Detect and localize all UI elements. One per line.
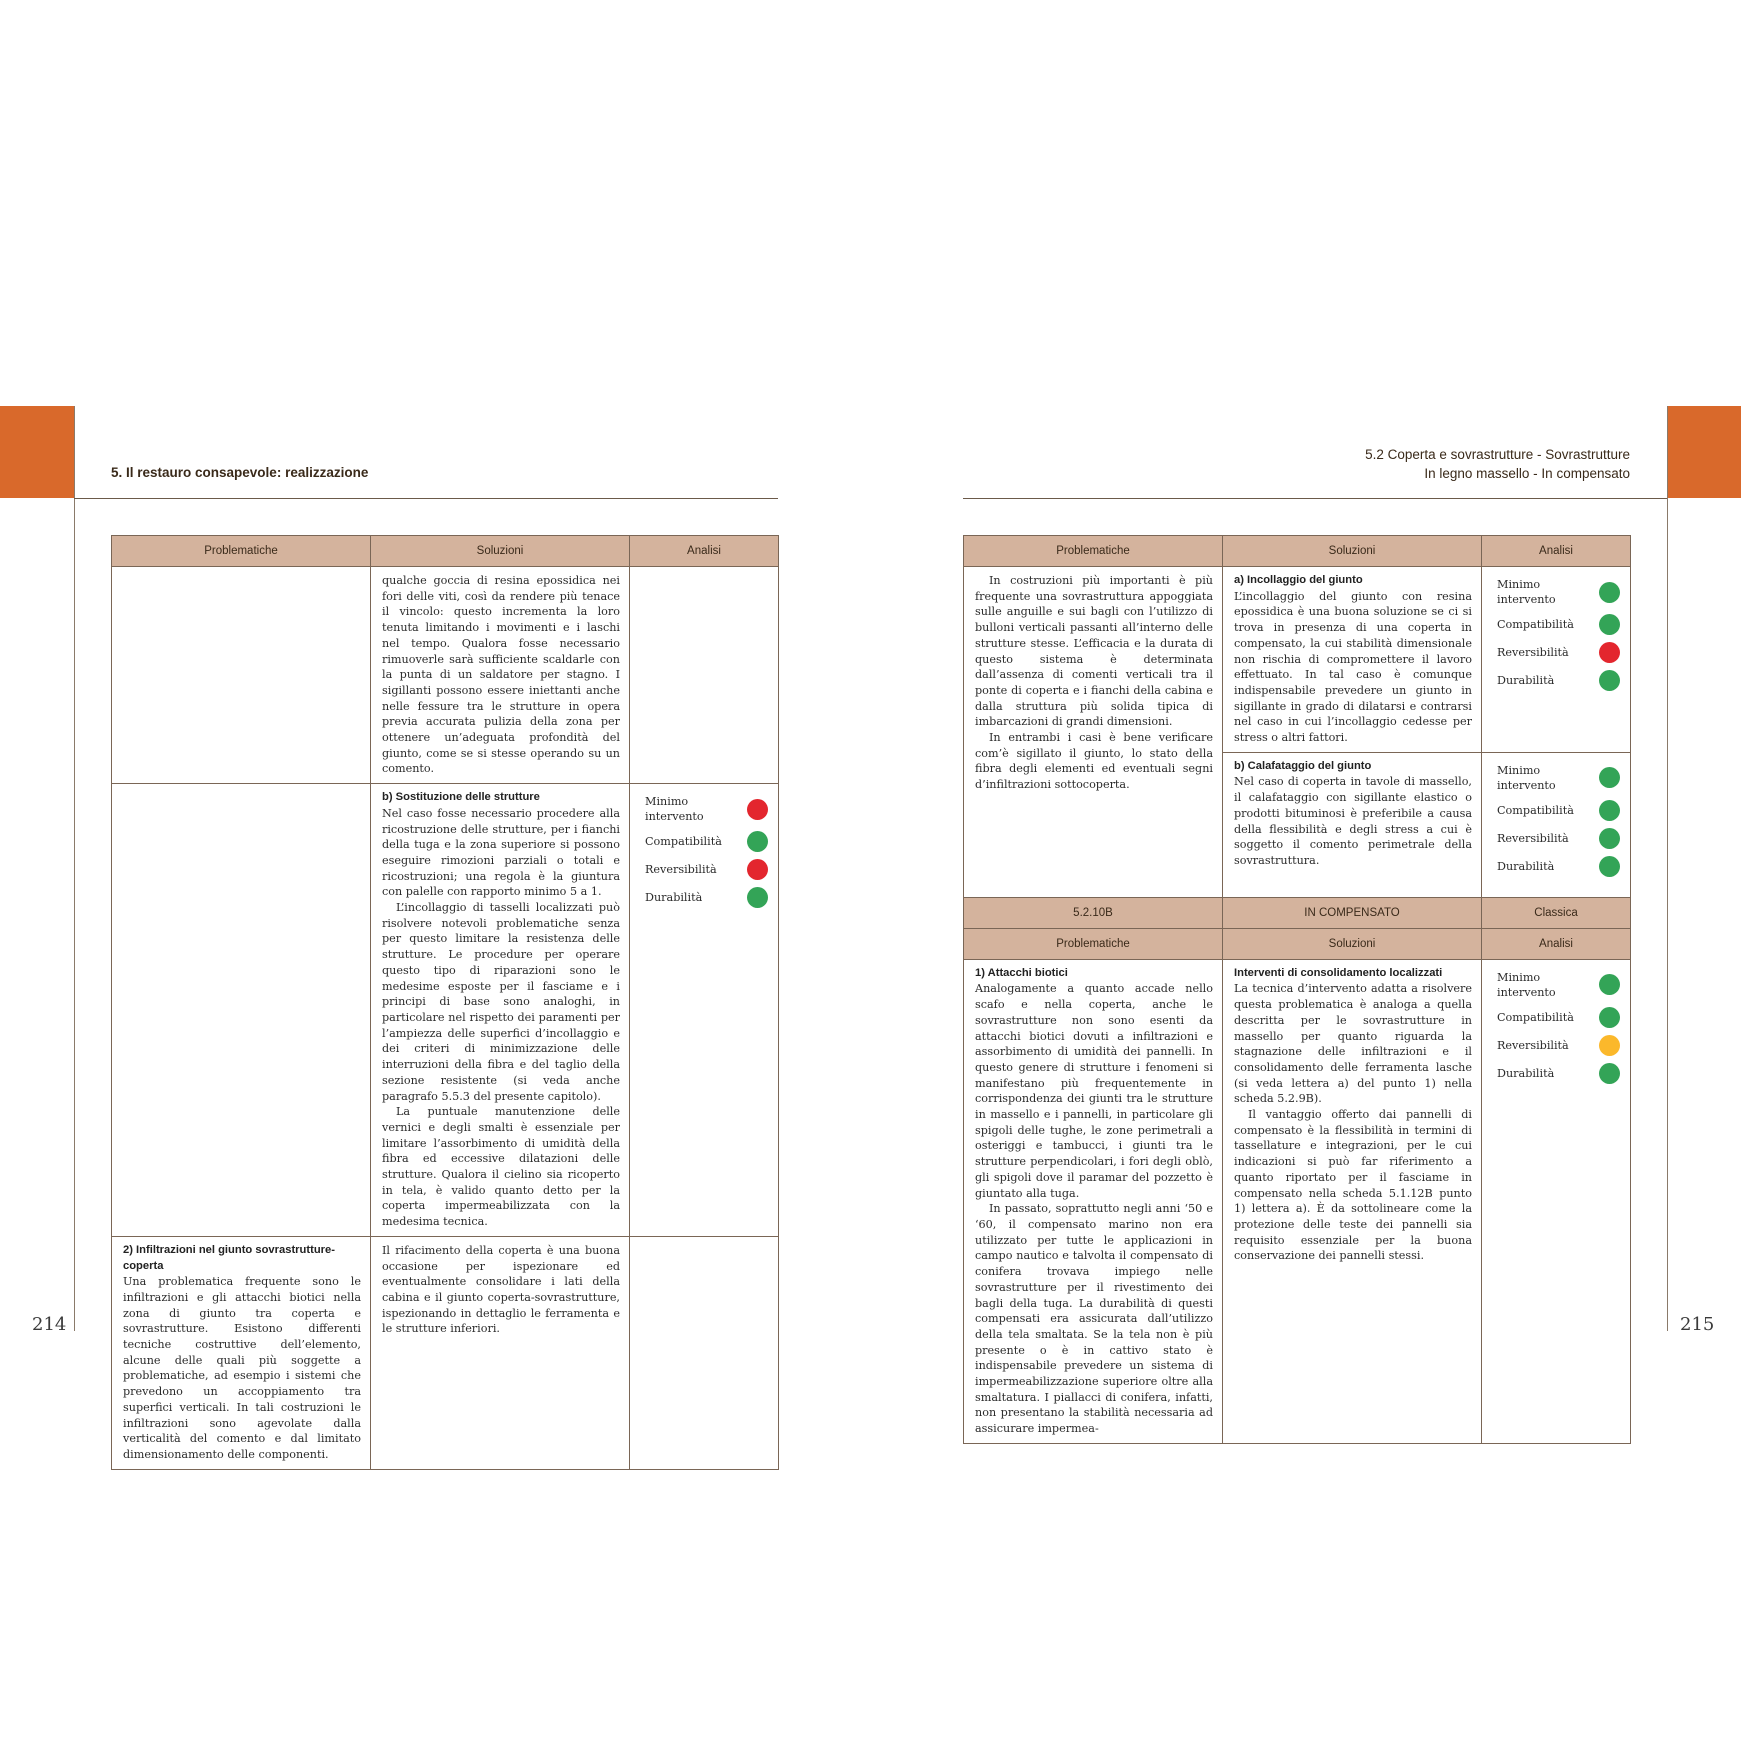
analysis-label: Compatibilità xyxy=(645,835,722,849)
problem-cell xyxy=(964,567,1223,898)
left-orange-tab xyxy=(0,406,74,498)
analysis-cell xyxy=(1482,752,1631,897)
solution-text: La tecnica d’intervento adatta a risolvere questa problematica è analoga a quella descritta per le sovrastrutture in massello per quanto riguarda la stagnazione delle infiltrazioni e il consolidamento delle ferramenta lasche (si veda lettera a) del punto 1) nella scheda 5.2.9B). xyxy=(1234,982,1472,1106)
rating-dot xyxy=(1599,828,1620,849)
analysis-label: Durabilità xyxy=(1497,674,1555,687)
solution-text: La puntuale manutenzione delle vernici e degli smalti è essenziale per limitare l’assorbimento di umidità della fibra ed eccessive dilatazioni delle strutture. Qualora il cielino sia ricoperto in tela, è valido quanto detto per la coperta impermeabilizzata con la medesima tecnica. xyxy=(382,1105,620,1229)
analysis-row xyxy=(1497,1035,1620,1056)
analysis-label: Minimo intervento xyxy=(645,795,704,824)
right-table xyxy=(963,535,1631,1444)
solution-text: qualche goccia di resina epossidica nei fori delle viti, così da rendere più tenace il vincolo: questo incrementa la loro tenuta limitando i movimenti e i laschi nel tempo. Qualora fosse necessario rimuoverle sarà sufficiente scaldarle con la punta di un saldatore per stagno. I sigillanti possono essere iniettanti anche nelle fessure tra le strutture in opera previa accurata pulizia della zona per ottenere un’adeguata profondità del giunto, come se si stesse operando su un comento. xyxy=(382,574,620,776)
analysis-row xyxy=(1497,1063,1620,1084)
empty-problem-cell xyxy=(112,567,371,784)
analysis-row xyxy=(645,887,768,908)
left-vertical-rule xyxy=(74,406,75,1331)
solution-title: a) Incollaggio del giunto xyxy=(1234,574,1363,586)
problem-cell xyxy=(112,1236,371,1469)
analysis-cell xyxy=(630,784,779,1237)
rating-dot xyxy=(1599,1035,1620,1056)
problem-text: In entrambi i casi è bene verificare com’è sigillato il giunto, lo stato della fibra degli elementi ed eventuali segni d’infiltrazioni sottocoperta. xyxy=(975,731,1213,792)
problem-text: In passato, soprattutto negli anni ‘50 e ‘60, il compensato marino non era utilizzato per tutte le applicazioni in campo nautico e talvolta il compensato di conifera trovava impiego nelle sovrastrutture per il rivestimento dei bagli della tuga. La durabilità di questi compensati era assicurata dall’utilizzo della tela smaltata. Se la tela non è più presente o è in cattivo stato è indispensabile prevedere un sistema di impermeabilizzazione superiore oltre alla smaltatura. I piallacci di conifera, infatti, non presentano la stabilità necessaria ad assicurare impermea- xyxy=(975,1202,1213,1436)
running-head-line: 5.2 Coperta e sovrastrutture - Sovrastrutture xyxy=(1365,447,1630,462)
header-solutions: Soluzioni xyxy=(371,536,630,567)
analysis-label: Compatibilità xyxy=(1497,618,1574,631)
solution-text: Nel caso di coperta in tavole di massello, il calafataggio con sigillante elastico o prodotti bituminosi è preferibile a causa della flessibilità e degli stress a cui è soggetto il comento perimetrale della sovrastruttura. xyxy=(1234,775,1472,867)
left-page-number: 214 xyxy=(32,1314,67,1335)
analysis-label: Reversibilità xyxy=(1497,646,1569,659)
header-problems: Problematiche xyxy=(112,536,371,567)
header-analysis: Analisi xyxy=(630,536,779,567)
rating-dot xyxy=(1599,974,1620,995)
solution-cell xyxy=(371,567,630,784)
solution-title: Interventi di consolidamento localizzati xyxy=(1234,966,1443,979)
analysis-label: Reversibilità xyxy=(645,863,717,877)
solution-text: Nel caso fosse necessario procedere alla ricostruzione delle strutture, per i fianchi della tuga e la zona superiore si possono eseguire rimozioni parziali o totali e ricostruzioni; una regola è la giuntura con palelle con rapporto minimo 5 a 1. xyxy=(382,806,620,899)
solution-cell xyxy=(1223,752,1482,897)
right-page-number: 215 xyxy=(1680,1314,1715,1335)
analysis-row xyxy=(1497,1007,1620,1028)
solution-title: b) Sostituzione delle strutture xyxy=(382,791,540,804)
analysis-row xyxy=(1497,800,1620,821)
rating-dot xyxy=(1599,800,1620,821)
analysis-row xyxy=(645,794,768,824)
section-class: Classica xyxy=(1482,897,1631,928)
left-table xyxy=(111,535,779,1470)
analysis-label: Compatibilità xyxy=(1497,803,1574,817)
analysis-row xyxy=(1497,856,1620,877)
header-solutions: Soluzioni xyxy=(1223,928,1482,959)
analysis-row xyxy=(1497,828,1620,849)
solution-text: Il vantaggio offerto dai pannelli di compensato è la flessibilità in termini di tassellature e integrazioni, per le cui indicazioni si può far riferimento a quanto riportato per il fasciame in compensato nella scheda 5.1.12B punto 1) lettera a). È da sottolineare come la protezione delle teste dei pannelli sia requisito essenziale per la buona conservazione dei pannelli stessi. xyxy=(1234,1108,1472,1263)
header-solutions: Soluzioni xyxy=(1223,536,1482,567)
left-header-rule xyxy=(74,498,778,499)
analysis-cell xyxy=(1482,567,1631,753)
analysis-row xyxy=(1497,763,1620,793)
solution-cell xyxy=(1223,567,1482,753)
solution-cell xyxy=(1223,959,1482,1443)
analysis-label: Minimo intervento xyxy=(1497,970,1556,999)
rating-dot xyxy=(1599,1063,1620,1084)
rating-dot xyxy=(1599,582,1620,603)
analysis-label: Minimo intervento xyxy=(1497,763,1556,792)
analysis-label: Minimo intervento xyxy=(1497,578,1556,606)
section-title: IN COMPENSATO xyxy=(1223,897,1482,928)
header-problems: Problematiche xyxy=(964,536,1223,567)
rating-dot xyxy=(1599,614,1620,635)
problem-text: Una problematica frequente sono le infiltrazioni e gli attacchi biotici nella zona di giunto tra coperta e sovrastrutture. Esistono differenti tecniche costruttive dell’elemento, alcune delle quali più soggette a problematiche, ad esempio i sistemi che prevedono un accoppiamento tra superfici verticali. In tali costruzioni le infiltrazioni sono agevolate dalla verticalità del comento e dal limitato dimensionamento delle componenti. xyxy=(123,1275,361,1461)
empty-analysis-cell xyxy=(630,1236,779,1469)
solution-text: Il rifacimento della coperta è una buona occasione per ispezionare ed eventualmente consolidare i lati della cabina e il giunto coperta-sovrastrutture, ispezionando in dettaglio le ferramenta e le strutture inferiori. xyxy=(382,1243,620,1336)
rating-dot xyxy=(1599,856,1620,877)
analysis-row xyxy=(1497,642,1620,663)
rating-dot xyxy=(747,831,768,852)
analysis-label: Compatibilità xyxy=(1497,1010,1574,1024)
problem-text: Analogamente a quanto accade nello scafo e nella coperta, anche le sovrastrutture non sono esenti da attacchi biotici dovuti a infiltrazioni e assorbimento di umidità dei pannelli. In questo genere di strutture i fenomeni si manifestano più frequentemente in corrispondenza dei giunti tra le strutture in massello e i pannelli, in particolare gli spigoli delle tughe, le zone perimetrali a osteriggi e tambucci, i giunti tra le strutture perpendicolari, i fori degli oblò, gli spigoli dove il paramar del pozzetto è giuntato alla tuga. xyxy=(975,982,1213,1200)
rating-dot xyxy=(1599,1007,1620,1028)
header-analysis: Analisi xyxy=(1482,928,1631,959)
right-header-rule xyxy=(963,498,1667,499)
rating-dot xyxy=(1599,767,1620,788)
analysis-label: Durabilità xyxy=(645,891,703,905)
analysis-row xyxy=(1497,614,1620,635)
solution-cell xyxy=(371,784,630,1237)
analysis-label: Reversibilità xyxy=(1497,1038,1569,1052)
problem-title: 1) Attacchi biotici xyxy=(975,966,1068,979)
solution-text: L’incollaggio di tasselli localizzati può risolvere notevoli problematiche senza per questo limitare la resistenza delle strutture. Le procedure per operare questo tipo di riparazioni sono le medesime esposte per il fasciame e i principi di base sono analoghi, in particolare nel rispetto dei paramenti per l’ampiezza delle superfici d’incollaggio e dei criteri di minimizzazione delle interruzioni della fibra e del taglio della sezione resistente (si veda anche paragrafo 5.5.3 del presente capitolo). xyxy=(382,901,620,1103)
rating-dot xyxy=(747,887,768,908)
analysis-row xyxy=(1497,970,1620,1000)
empty-problem-cell xyxy=(112,784,371,1237)
analysis-row xyxy=(1497,577,1620,607)
running-head-line: In legno massello - In compensato xyxy=(1424,466,1630,481)
solution-title: b) Calafataggio del giunto xyxy=(1234,759,1372,772)
analysis-label: Durabilità xyxy=(1497,1066,1555,1080)
problem-cell xyxy=(964,959,1223,1443)
analysis-label: Reversibilità xyxy=(1497,831,1569,845)
rating-dot xyxy=(747,859,768,880)
left-running-head: 5. Il restauro consapevole: realizzazione xyxy=(111,465,369,480)
header-problems: Problematiche xyxy=(964,928,1223,959)
rating-dot xyxy=(747,799,768,820)
rating-dot xyxy=(1599,642,1620,663)
analysis-cell xyxy=(1482,959,1631,1443)
right-orange-tab xyxy=(1667,406,1741,498)
right-vertical-rule xyxy=(1667,406,1668,1331)
analysis-row xyxy=(645,831,768,852)
problem-title: 2) Infiltrazioni nel giunto sovrastrutture-coperta xyxy=(123,1243,335,1272)
solution-cell xyxy=(371,1236,630,1469)
section-code: 5.2.10B xyxy=(964,897,1223,928)
right-running-head xyxy=(1365,445,1630,483)
solution-text: L’incollaggio del giunto con resina epossidica è una buona soluzione se ci si trova in presenza di una coperta in compensato, la cui stabilità dimensionale non rischia di compromettere il lavoro effettuato. In tal caso è comunque indispensabile prevedere un giunto in sigillante in grado di dilatarsi e contrarsi nel caso in cui l’incollaggio cedesse per stress o altri fattori. xyxy=(1234,589,1472,745)
analysis-label: Durabilità xyxy=(1497,859,1555,873)
empty-analysis-cell xyxy=(630,567,779,784)
rating-dot xyxy=(1599,670,1620,691)
problem-text: In costruzioni più importanti è più frequente una sovrastruttura appoggiata sulle anguille e sui bagli con l’utilizzo di bulloni verticali passanti all’interno delle strutture stesse. L’efficacia e la durata di questo sistema è determinata dall’assenza di comenti verticali tra il ponte di coperta e i fianchi della cabina e dalla struttura più solida tipica di imbarcazioni di grandi dimensioni. xyxy=(975,574,1213,729)
analysis-row xyxy=(1497,670,1620,691)
header-analysis: Analisi xyxy=(1482,536,1631,567)
analysis-row xyxy=(645,859,768,880)
